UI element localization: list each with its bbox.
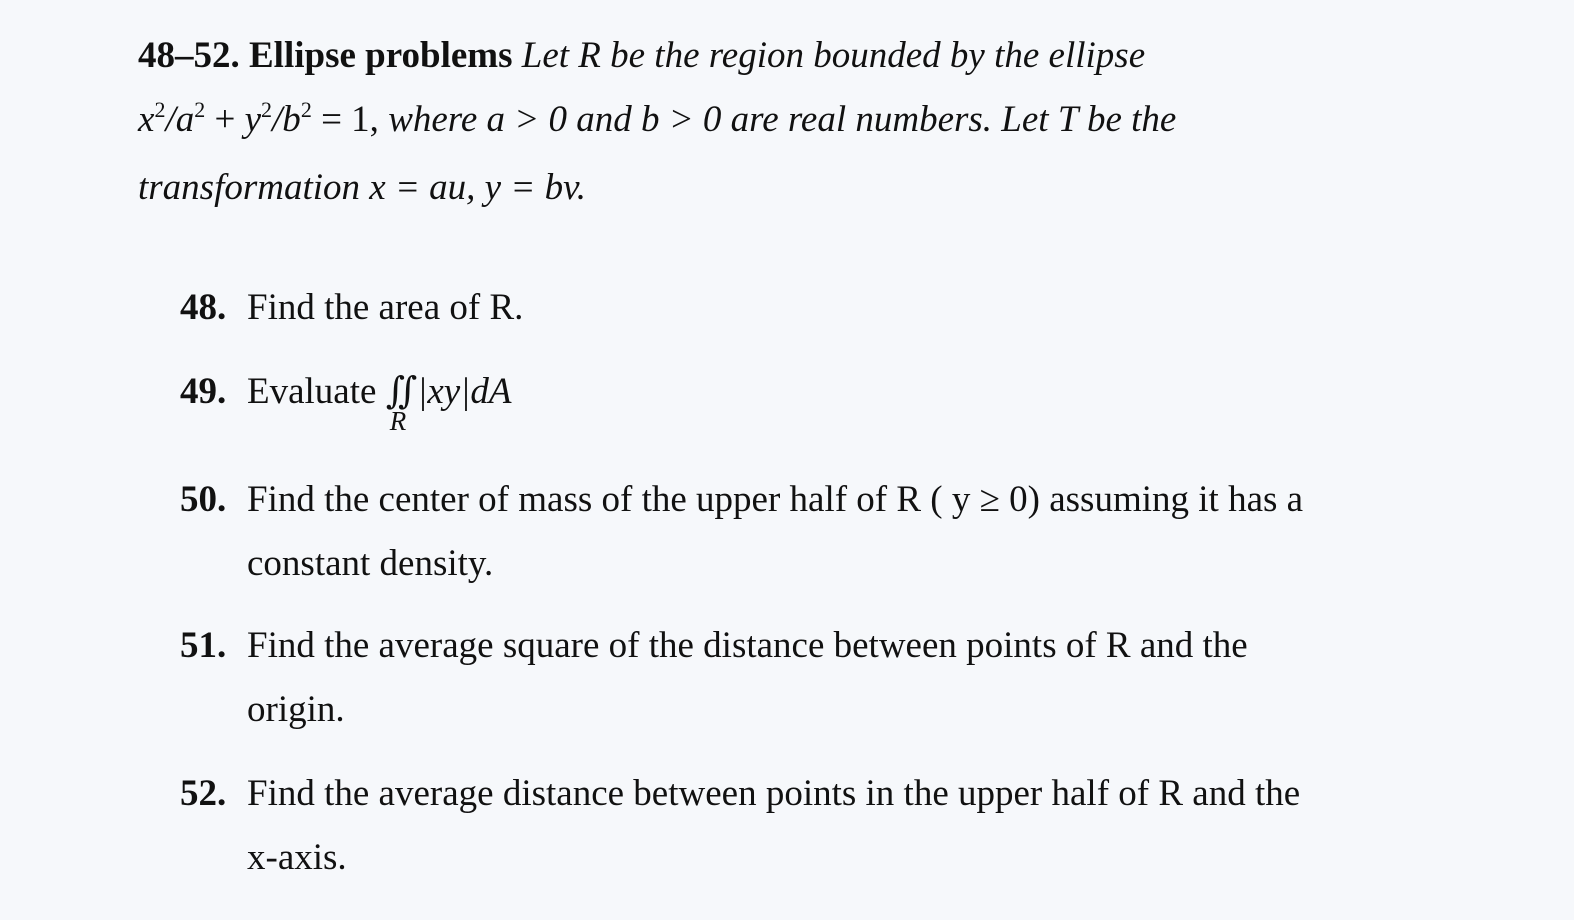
problem-51 <box>180 614 1510 742</box>
eq-plus: + <box>205 99 245 140</box>
intro-text-3: transformation x = au, y = bv. <box>138 167 586 208</box>
problem-text: Find the average square of the distance between points of R and the <box>247 625 1248 666</box>
problem-number: 50. <box>180 479 227 520</box>
eq-slash-a: /a <box>165 99 195 140</box>
intro-text-2: where a > 0 and b > 0 are real numbers. Let T be the <box>378 99 1177 140</box>
problem-50 <box>180 468 1510 596</box>
problem-text: Evaluate <box>247 371 377 412</box>
problem-number: 48. <box>180 287 227 328</box>
problem-52 <box>180 762 1510 890</box>
eq-rest: = 1, <box>311 99 379 140</box>
exp-1: 2 <box>154 97 166 122</box>
problem-49 <box>180 360 1510 436</box>
problem-text: Find the center of mass of the upper half of R ( y ≥ 0) assuming it has a <box>247 479 1304 520</box>
problem-text: Find the area of R. <box>247 287 524 328</box>
problem-text-cont: x-axis. <box>247 837 347 878</box>
problem-text-cont: constant density. <box>247 543 494 584</box>
integral-expression: ∬|xy|dA <box>385 371 512 412</box>
intro-paragraph <box>138 24 1478 220</box>
problem-48 <box>180 276 1510 340</box>
intro-line-2 <box>138 88 1478 156</box>
problem-text: Find the average distance between points in the upper half of R and the <box>247 773 1301 814</box>
intro-text-1: Let R be the region bounded by the ellipse <box>521 35 1146 76</box>
problem-number: 52. <box>180 773 227 814</box>
problem-number: 49. <box>180 371 227 412</box>
exp-4: 2 <box>300 97 312 122</box>
section-heading: 48–52. Ellipse problems <box>138 35 513 76</box>
eq-x: x <box>138 99 155 140</box>
integral-region: R <box>389 406 407 436</box>
problem-number: 51. <box>180 625 227 666</box>
eq-y: y <box>244 99 262 140</box>
exp-2: 2 <box>194 97 206 122</box>
intro-line-3 <box>138 156 1478 220</box>
problem-text-cont: origin. <box>247 689 345 730</box>
eq-slash-b: /b <box>272 99 301 140</box>
exp-3: 2 <box>261 97 273 122</box>
double-integral <box>385 360 512 436</box>
intro-line-1 <box>138 24 1478 88</box>
